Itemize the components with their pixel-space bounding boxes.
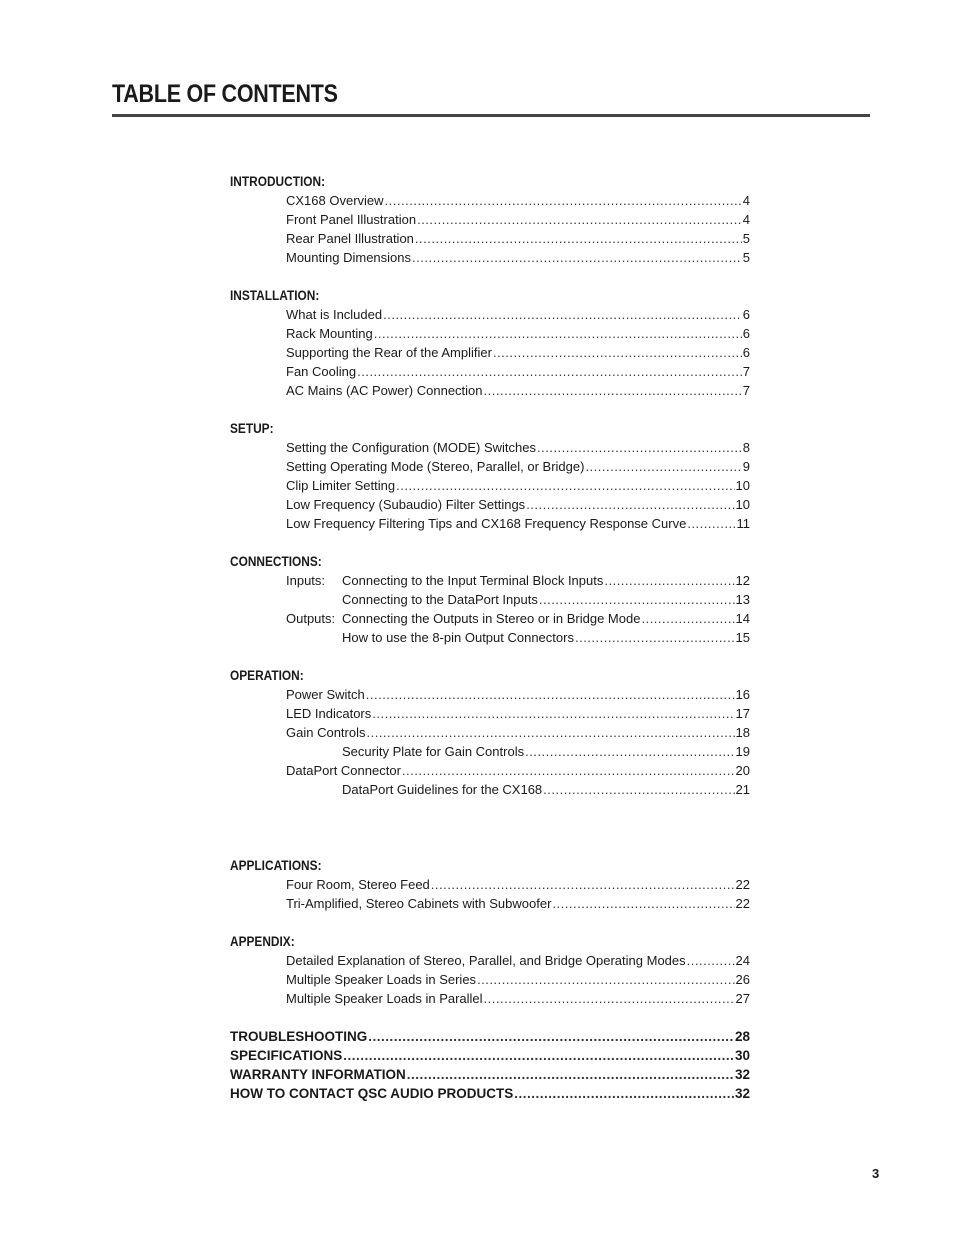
toc-entry[interactable] [286, 590, 750, 609]
entry-page: 32 [734, 1067, 750, 1082]
leader-dots [417, 210, 742, 229]
entry-label: DataPort Guidelines for the CX168 [342, 782, 543, 797]
entry-label: LED Indicators [286, 706, 372, 721]
leader-dots [575, 628, 735, 647]
entry-label: Supporting the Rear of the Amplifier [286, 345, 492, 360]
leader-dots [415, 229, 742, 248]
entry-page: 24 [735, 953, 750, 968]
toc-top-level-entries [230, 1027, 750, 1103]
leader-dots [687, 951, 735, 970]
entry-page: 8 [742, 440, 750, 455]
section-heading: OPERATION: [230, 668, 304, 683]
toc-entry[interactable] [286, 704, 750, 723]
entry-page: 13 [735, 592, 750, 607]
entry-label: Detailed Explanation of Stereo, Parallel, and Bridge Operating Modes [286, 953, 686, 968]
entry-page: 12 [735, 573, 750, 588]
leader-dots [396, 476, 734, 495]
entry-label: SPECIFICATIONS [230, 1048, 343, 1063]
entry-page: 20 [735, 763, 750, 778]
leader-dots [372, 704, 734, 723]
entry-label: Front Panel Illustration [286, 212, 417, 227]
entry-page: 27 [735, 991, 750, 1006]
toc-section-installation [230, 286, 750, 400]
toc-entry[interactable] [286, 761, 750, 780]
entry-page: 30 [734, 1048, 750, 1063]
section-heading: APPLICATIONS: [230, 858, 322, 873]
entry-label: DataPort Connector [286, 763, 401, 778]
leader-dots [412, 248, 742, 267]
entry-prefix: Outputs: [286, 611, 336, 626]
entry-page: 14 [735, 611, 750, 626]
entry-page: 6 [742, 307, 750, 322]
leader-dots [543, 780, 734, 799]
toc-section-setup [230, 419, 750, 533]
toc-section-operation [230, 666, 750, 799]
entry-label: Connecting to the DataPort Inputs [342, 592, 538, 607]
entry-page: 9 [742, 459, 750, 474]
leader-dots [374, 324, 742, 343]
page-title: TABLE OF CONTENTS [112, 80, 338, 108]
entry-label: Mounting Dimensions [286, 250, 412, 265]
entry-page: 16 [735, 687, 750, 702]
toc-entry[interactable] [286, 894, 750, 913]
toc-entry[interactable] [286, 571, 750, 590]
entry-label: How to use the 8-pin Output Connectors [342, 630, 574, 645]
entry-label: Multiple Speaker Loads in Parallel [286, 991, 483, 1006]
toc-entry[interactable] [286, 305, 750, 324]
entry-label: Clip Limiter Setting [286, 478, 396, 493]
leader-dots [357, 362, 742, 381]
section-heading: SETUP: [230, 421, 274, 436]
leader-dots [641, 609, 734, 628]
leader-dots [366, 685, 735, 704]
entry-page: 6 [742, 326, 750, 341]
leader-dots [402, 761, 735, 780]
leader-dots [526, 495, 734, 514]
toc-entry[interactable] [286, 457, 750, 476]
toc-entry[interactable] [286, 685, 750, 704]
toc-entry[interactable] [286, 609, 750, 628]
entry-page: 10 [735, 478, 750, 493]
leader-dots [525, 742, 734, 761]
leader-dots [366, 723, 734, 742]
toc-entry[interactable] [286, 628, 750, 647]
entry-page: 11 [736, 516, 750, 531]
entry-label: Setting Operating Mode (Stereo, Parallel, or Bridge) [286, 459, 585, 474]
entry-prefix: Inputs: [286, 573, 326, 588]
entry-page: 5 [742, 231, 750, 246]
toc-entry[interactable] [286, 723, 750, 742]
entry-page: 7 [742, 383, 750, 398]
entry-label: Power Switch [286, 687, 365, 702]
toc-entry[interactable] [286, 970, 750, 989]
leader-dots [537, 438, 742, 457]
leader-dots [368, 1027, 734, 1046]
leader-dots [385, 191, 742, 210]
toc-subentry[interactable] [342, 742, 750, 761]
entry-label: Security Plate for Gain Controls [342, 744, 525, 759]
entry-page: 32 [734, 1086, 750, 1101]
section-spacer [230, 818, 750, 856]
section-heading: CONNECTIONS: [230, 554, 322, 569]
toc-entry[interactable] [286, 324, 750, 343]
toc-entry[interactable] [286, 210, 750, 229]
toc-section-connections [230, 552, 750, 647]
leader-dots [514, 1084, 734, 1103]
page-number: 3 [872, 1166, 880, 1181]
toc-entry[interactable] [286, 362, 750, 381]
toc-subentry[interactable] [342, 780, 750, 799]
entry-label: Tri-Amplified, Stereo Cabinets with Subwoofer [286, 896, 552, 911]
leader-dots [493, 343, 742, 362]
leader-dots [484, 381, 742, 400]
entry-page: 18 [735, 725, 750, 740]
toc-entry[interactable] [286, 951, 750, 970]
entry-page: 17 [735, 706, 750, 721]
toc-section-applications [230, 856, 750, 913]
toc-entry[interactable] [286, 229, 750, 248]
entry-label: Gain Controls [286, 725, 366, 740]
entry-label: Fan Cooling [286, 364, 357, 379]
table-of-contents [230, 172, 750, 1122]
entry-label: Low Frequency (Subaudio) Filter Settings [286, 497, 526, 512]
entry-page: 10 [735, 497, 750, 512]
entry-page: 21 [735, 782, 750, 797]
leader-dots [431, 875, 735, 894]
section-heading: INTRODUCTION: [230, 174, 326, 189]
leader-dots [477, 970, 734, 989]
section-heading: INSTALLATION: [230, 288, 320, 303]
toc-entry[interactable] [286, 343, 750, 362]
entry-label: TROUBLESHOOTING [230, 1029, 368, 1044]
toc-entry[interactable] [286, 476, 750, 495]
entry-label: WARRANTY INFORMATION [230, 1067, 406, 1082]
toc-entry[interactable] [286, 248, 750, 267]
entry-label: Rear Panel Illustration [286, 231, 414, 246]
entry-label: Connecting the Outputs in Stereo or in Bridge Mode [342, 611, 641, 626]
toc-entry[interactable] [286, 438, 750, 457]
entry-page: 19 [735, 744, 750, 759]
entry-page: 26 [735, 972, 750, 987]
leader-dots [343, 1046, 734, 1065]
entry-page: 28 [734, 1029, 750, 1044]
leader-dots [552, 894, 734, 913]
entry-page: 22 [735, 877, 750, 892]
leader-dots [604, 571, 734, 590]
entry-page: 15 [735, 630, 750, 645]
leader-dots [484, 989, 735, 1008]
toc-entry[interactable] [286, 191, 750, 210]
toc-entry[interactable] [286, 381, 750, 400]
leader-dots [687, 514, 735, 533]
section-heading: APPENDIX: [230, 934, 295, 949]
entry-label: Multiple Speaker Loads in Series [286, 972, 477, 987]
entry-label: Connecting to the Input Terminal Block Inputs [342, 573, 604, 588]
entry-page: 4 [742, 212, 750, 227]
toc-entry-specifications[interactable] [230, 1046, 750, 1065]
entry-label: AC Mains (AC Power) Connection [286, 383, 483, 398]
title-divider [112, 114, 870, 117]
entry-page: 7 [742, 364, 750, 379]
entry-page: 6 [742, 345, 750, 360]
entry-page: 5 [742, 250, 750, 265]
toc-entry[interactable] [286, 989, 750, 1008]
entry-page: 22 [735, 896, 750, 911]
toc-entry[interactable] [286, 875, 750, 894]
toc-entry-troubleshooting[interactable] [230, 1027, 750, 1046]
toc-entry[interactable] [286, 514, 750, 533]
entry-label: Setting the Configuration (MODE) Switches [286, 440, 536, 455]
entry-label: CX168 Overview [286, 193, 384, 208]
leader-dots [407, 1065, 734, 1084]
entry-label: HOW TO CONTACT QSC AUDIO PRODUCTS [230, 1086, 514, 1101]
leader-dots [383, 305, 742, 324]
toc-entry-contact[interactable] [230, 1084, 750, 1103]
toc-section-introduction [230, 172, 750, 267]
entry-label: Rack Mounting [286, 326, 373, 341]
leader-dots [585, 457, 741, 476]
toc-entry[interactable] [286, 495, 750, 514]
entry-page: 4 [742, 193, 750, 208]
toc-section-appendix [230, 932, 750, 1008]
entry-label: Four Room, Stereo Feed [286, 877, 430, 892]
entry-label: Low Frequency Filtering Tips and CX168 Frequency Response Curve [286, 516, 687, 531]
leader-dots [539, 590, 735, 609]
entry-label: What is Included [286, 307, 383, 322]
toc-entry-warranty[interactable] [230, 1065, 750, 1084]
